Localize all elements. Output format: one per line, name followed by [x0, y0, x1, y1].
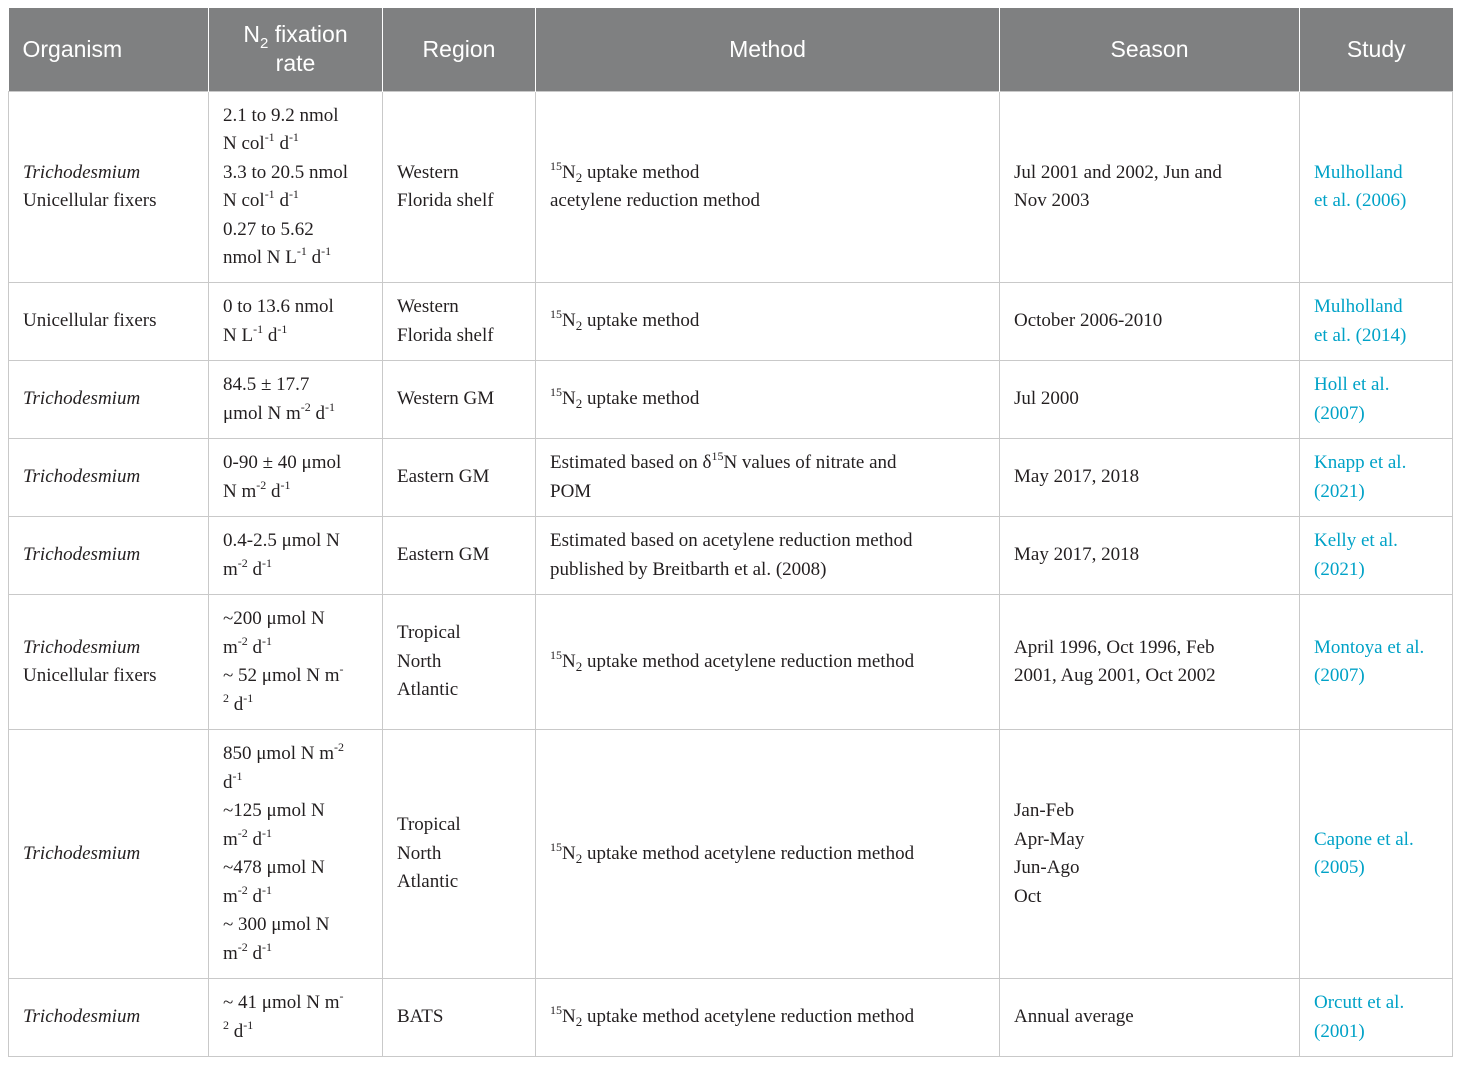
- superscript: -1: [253, 321, 264, 336]
- region-cell: [383, 729, 536, 978]
- rate-cell: [209, 282, 383, 360]
- organism-cell: [9, 978, 209, 1056]
- region-cell: [383, 594, 536, 729]
- rate-cell-line: [223, 556, 368, 585]
- study-link-line[interactable]: Mulholland: [1314, 296, 1403, 317]
- text-run: uptake method acetylene reduction method: [582, 1006, 915, 1028]
- header-n2-subscript: 2: [260, 35, 269, 53]
- rate-cell-line: [223, 527, 368, 556]
- season-cell-line: Jul 2000: [1014, 388, 1079, 410]
- study-link-line[interactable]: Kelly et al.: [1314, 530, 1398, 551]
- superscript: -2: [256, 477, 267, 492]
- rate-cell-line: [223, 187, 368, 216]
- season-cell: [1000, 594, 1300, 729]
- rate-cell: [209, 594, 383, 729]
- region-cell-line: Western: [397, 161, 459, 183]
- rate-cell: [209, 438, 383, 516]
- rate-cell-line: [223, 691, 368, 720]
- organism-cell-line: Trichodesmium: [23, 1006, 141, 1028]
- study-link[interactable]: [1300, 594, 1453, 729]
- superscript: 2: [223, 1017, 229, 1032]
- superscript: -1: [288, 130, 299, 144]
- rate-cell-line: [223, 322, 368, 351]
- study-link-line[interactable]: Orcutt et al.: [1314, 992, 1405, 1013]
- text-run: m: [223, 828, 238, 850]
- region-cell-line: BATS: [397, 1006, 444, 1028]
- method-cell-line: [550, 1003, 985, 1032]
- text-run: N: [562, 161, 576, 183]
- header-n2-fixation-rate: [209, 8, 383, 91]
- organism-cell-line: Unicellular fixers: [23, 310, 157, 332]
- study-link[interactable]: [1300, 438, 1453, 516]
- text-run: d: [274, 190, 289, 211]
- season-cell: [1000, 516, 1300, 594]
- season-cell-line: Jul 2001 and 2002, Jun and: [1014, 161, 1222, 183]
- text-run: d: [247, 828, 263, 850]
- rate-cell-line: [223, 102, 368, 131]
- superscript: 2: [223, 690, 229, 705]
- header-region: Region: [383, 8, 536, 91]
- method-cell-line: [550, 187, 985, 216]
- header-n2-line2: rate: [275, 50, 316, 77]
- text-run: 0.27 to 5.62: [223, 218, 314, 240]
- superscript: -1: [296, 244, 307, 258]
- region-cell-line: North: [397, 650, 442, 672]
- region-cell-line: North: [397, 842, 442, 864]
- superscript: -: [339, 989, 344, 1003]
- season-cell: [1000, 91, 1300, 282]
- superscript: -1: [262, 633, 273, 648]
- season-cell-line: Annual average: [1014, 1006, 1134, 1028]
- rate-cell-line: [223, 1018, 368, 1047]
- text-run: m: [223, 942, 238, 964]
- rate-cell-line: [223, 400, 368, 429]
- superscript: -2: [237, 939, 248, 954]
- table-row: [9, 516, 1453, 594]
- rate-cell: [209, 729, 383, 978]
- season-cell-line: May 2017, 2018: [1014, 466, 1140, 488]
- rate-cell-line: [223, 769, 368, 798]
- text-run: uptake method: [582, 161, 700, 183]
- text-run: published by Breitbarth et al. (2008): [550, 558, 827, 580]
- text-run: d: [229, 693, 244, 715]
- subscript: 2: [575, 396, 583, 412]
- text-run: N: [562, 310, 576, 332]
- organism-cell: [9, 360, 209, 438]
- subscript: 2: [575, 169, 583, 185]
- study-link[interactable]: [1300, 729, 1453, 978]
- text-run: 0.4-2.5 μmol N: [223, 530, 340, 551]
- text-run: ~200 μmol N: [223, 608, 325, 629]
- header-study: Study: [1300, 8, 1453, 91]
- study-link-line[interactable]: (2005): [1314, 857, 1365, 878]
- rate-cell-line: [223, 740, 368, 769]
- method-cell: [536, 282, 1000, 360]
- rate-cell: [209, 91, 383, 282]
- region-cell-line: Eastern GM: [397, 466, 490, 488]
- season-cell-line: 2001, Aug 2001, Oct 2002: [1014, 665, 1216, 686]
- header-method: Method: [536, 8, 1000, 91]
- superscript: 15: [711, 449, 724, 463]
- header-season: Season: [1000, 8, 1300, 91]
- season-cell-line: Oct: [1014, 885, 1042, 907]
- season-cell-line: May 2017, 2018: [1014, 544, 1140, 566]
- study-link[interactable]: [1300, 360, 1453, 438]
- subscript: 2: [575, 658, 583, 674]
- organism-cell: [9, 438, 209, 516]
- region-cell-line: Tropical: [397, 814, 461, 836]
- organism-cell-line: Trichodesmium: [23, 544, 141, 566]
- season-cell-line: Nov 2003: [1014, 190, 1090, 211]
- text-run: μmol N m: [223, 402, 301, 424]
- text-run: N: [562, 650, 576, 672]
- superscript: -2: [237, 825, 248, 840]
- text-run: uptake method acetylene reduction method: [582, 842, 915, 864]
- season-cell-line: April 1996, Oct 1996, Feb: [1014, 636, 1215, 658]
- study-link-line[interactable]: et al. (2014): [1314, 324, 1407, 346]
- subscript: 2: [575, 850, 583, 866]
- text-run: d: [229, 1020, 244, 1042]
- superscript: -2: [334, 740, 344, 754]
- text-run: N m: [223, 480, 257, 502]
- rate-cell-line: [223, 826, 368, 855]
- superscript: -1: [262, 939, 273, 954]
- text-run: d: [247, 942, 263, 964]
- text-run: ~ 300 μmol N: [223, 914, 330, 935]
- study-link[interactable]: [1300, 91, 1453, 282]
- table-row: [9, 438, 1453, 516]
- rate-cell-line: [223, 130, 368, 159]
- organism-cell-line: Trichodesmium: [23, 466, 141, 488]
- table-row: [9, 91, 1453, 282]
- organism-cell-line: Trichodesmium: [23, 161, 141, 183]
- text-run: POM: [550, 480, 592, 502]
- study-link-line[interactable]: Holl et al.: [1314, 374, 1390, 395]
- rate-cell: [209, 516, 383, 594]
- superscript: -1: [264, 187, 275, 201]
- superscript: 15: [550, 307, 562, 322]
- text-run: d: [274, 133, 289, 154]
- rate-cell-line: [223, 940, 368, 969]
- text-run: 0 to 13.6 nmol: [223, 296, 334, 317]
- rate-cell-line: [223, 478, 368, 507]
- superscript: 15: [550, 839, 562, 854]
- superscript: 15: [550, 1003, 562, 1018]
- text-run: ~ 52 μmol N m: [223, 665, 340, 686]
- text-run: N values of nitrate and: [723, 452, 897, 473]
- superscript: -1: [280, 477, 291, 492]
- superscript: -2: [237, 555, 248, 570]
- table-body: [9, 91, 1453, 1056]
- season-cell: [1000, 360, 1300, 438]
- organism-cell-line: Trichodesmium: [23, 388, 141, 410]
- organism-cell-line: Trichodesmium: [23, 636, 141, 658]
- method-cell-line: [550, 840, 985, 869]
- table-row: [9, 729, 1453, 978]
- rate-cell-line: [223, 911, 368, 940]
- organism-cell-line: Unicellular fixers: [23, 665, 157, 686]
- region-cell-line: Tropical: [397, 622, 461, 644]
- superscript: -1: [243, 690, 254, 705]
- text-run: m: [223, 558, 238, 580]
- study-link-line[interactable]: (2021): [1314, 480, 1365, 502]
- text-run: N: [562, 388, 576, 410]
- header-n2-line1-rest: fixation: [268, 21, 348, 48]
- superscript: 15: [550, 385, 562, 400]
- organism-cell-line: Unicellular fixers: [23, 190, 157, 211]
- text-run: uptake method acetylene reduction method: [582, 650, 915, 672]
- rate-cell: [209, 978, 383, 1056]
- season-cell-line: Apr-May: [1014, 828, 1085, 850]
- season-cell-line: October 2006-2010: [1014, 310, 1163, 332]
- table-row: [9, 978, 1453, 1056]
- organism-cell: [9, 516, 209, 594]
- method-cell: [536, 360, 1000, 438]
- method-cell-line: [550, 385, 985, 414]
- text-run: Estimated based on δ: [550, 452, 712, 473]
- text-run: uptake method: [582, 310, 700, 332]
- organism-cell-line: Trichodesmium: [23, 842, 141, 864]
- superscript: -2: [237, 882, 248, 897]
- text-run: N L: [223, 324, 254, 346]
- superscript: -1: [321, 244, 332, 258]
- rate-cell-line: [223, 216, 368, 245]
- study-link-line[interactable]: (2021): [1314, 558, 1365, 580]
- study-link-line[interactable]: (2001): [1314, 1020, 1365, 1042]
- method-cell-line: [550, 307, 985, 336]
- rate-cell-line: [223, 797, 368, 826]
- method-cell: [536, 516, 1000, 594]
- organism-cell: [9, 282, 209, 360]
- table-row: [9, 594, 1453, 729]
- region-cell-line: Florida shelf: [397, 324, 494, 346]
- season-cell: [1000, 729, 1300, 978]
- superscript: -1: [288, 187, 299, 201]
- rate-cell-line: [223, 854, 368, 883]
- header-n2-prefix: N: [243, 21, 260, 48]
- text-run: Estimated based on acetylene reduction method: [550, 530, 913, 551]
- superscript: -1: [264, 130, 275, 144]
- header-row: [9, 8, 1453, 91]
- organism-cell: [9, 91, 209, 282]
- method-cell: [536, 978, 1000, 1056]
- text-run: N: [562, 842, 576, 864]
- superscript: -1: [232, 768, 243, 783]
- method-cell: [536, 438, 1000, 516]
- superscript: -1: [277, 321, 288, 336]
- method-cell: [536, 91, 1000, 282]
- superscript: -2: [300, 399, 311, 414]
- subscript: 2: [575, 1014, 583, 1030]
- rate-cell-line: [223, 449, 368, 478]
- superscript: -: [339, 662, 344, 676]
- text-run: nmol N L: [223, 247, 297, 268]
- header-organism: Organism: [9, 8, 209, 91]
- superscript: -1: [325, 399, 335, 414]
- text-run: ~125 μmol N: [223, 800, 325, 821]
- region-cell-line: Atlantic: [397, 871, 459, 893]
- organism-cell: [9, 729, 209, 978]
- region-cell: [383, 438, 536, 516]
- superscript: -1: [243, 1017, 254, 1032]
- text-run: N col: [223, 133, 265, 154]
- rate-cell-line: [223, 244, 368, 273]
- season-cell-line: Jun-Ago: [1014, 857, 1080, 878]
- text-run: d: [247, 885, 263, 907]
- superscript: 15: [550, 158, 562, 173]
- study-link[interactable]: [1300, 282, 1453, 360]
- region-cell: [383, 282, 536, 360]
- text-run: d: [306, 247, 322, 268]
- study-link[interactable]: [1300, 978, 1453, 1056]
- study-link-line[interactable]: (2007): [1314, 665, 1365, 686]
- region-cell-line: Atlantic: [397, 679, 459, 701]
- study-link-line[interactable]: Capone et al.: [1314, 828, 1414, 850]
- study-link-line[interactable]: Montoya et al.: [1314, 636, 1425, 658]
- text-run: ~ 41 μmol N m: [223, 992, 340, 1013]
- text-run: 3.3 to 20.5 nmol: [223, 161, 349, 183]
- region-cell-line: Eastern GM: [397, 544, 490, 566]
- text-run: d: [266, 480, 281, 502]
- region-cell: [383, 360, 536, 438]
- superscript: -1: [262, 825, 273, 840]
- region-cell: [383, 91, 536, 282]
- text-run: m: [223, 636, 238, 658]
- superscript: -2: [237, 633, 248, 648]
- subscript: 2: [575, 318, 583, 334]
- table-row: [9, 360, 1453, 438]
- region-cell: [383, 516, 536, 594]
- season-cell: [1000, 978, 1300, 1056]
- method-cell-line: [550, 556, 985, 585]
- text-run: 2.1 to 9.2 nmol: [223, 104, 339, 126]
- text-run: uptake method: [582, 388, 700, 410]
- rate-cell-line: [223, 989, 368, 1018]
- superscript: -1: [262, 555, 273, 570]
- text-run: d: [247, 636, 263, 658]
- text-run: 84.5 ± 17.7: [223, 374, 310, 395]
- season-cell: [1000, 438, 1300, 516]
- rate-cell-line: [223, 159, 368, 188]
- text-run: d: [263, 324, 278, 346]
- rate-cell: [209, 360, 383, 438]
- text-run: d: [223, 771, 233, 793]
- method-cell-line: [550, 478, 985, 507]
- region-cell: [383, 978, 536, 1056]
- method-cell-line: [550, 648, 985, 677]
- organism-cell: [9, 594, 209, 729]
- text-run: 0-90 ± 40 μmol: [223, 452, 342, 473]
- region-cell-line: Western: [397, 296, 459, 317]
- study-link-line[interactable]: (2007): [1314, 402, 1365, 424]
- study-link[interactable]: [1300, 516, 1453, 594]
- text-run: 850 μmol N m: [223, 743, 334, 764]
- rate-cell-line: [223, 293, 368, 322]
- text-run: acetylene reduction method: [550, 190, 760, 211]
- n2-fixation-table: [8, 8, 1453, 1057]
- rate-cell-line: [223, 371, 368, 400]
- superscript: -1: [262, 882, 273, 897]
- method-cell-line: [550, 527, 985, 556]
- text-run: d: [310, 402, 325, 424]
- method-cell: [536, 594, 1000, 729]
- table-row: [9, 282, 1453, 360]
- method-cell-line: [550, 159, 985, 188]
- rate-cell-line: [223, 634, 368, 663]
- rate-cell-line: [223, 605, 368, 634]
- study-link-line[interactable]: et al. (2006): [1314, 190, 1407, 211]
- study-link-line[interactable]: Knapp et al.: [1314, 452, 1407, 473]
- superscript: 15: [550, 647, 562, 662]
- method-cell: [536, 729, 1000, 978]
- study-link-line[interactable]: Mulholland: [1314, 161, 1403, 183]
- text-run: m: [223, 885, 238, 907]
- text-run: ~478 μmol N: [223, 857, 325, 878]
- text-run: d: [247, 558, 263, 580]
- method-cell-line: [550, 449, 985, 478]
- rate-cell-line: [223, 883, 368, 912]
- text-run: N: [562, 1006, 576, 1028]
- rate-cell-line: [223, 662, 368, 691]
- text-run: N col: [223, 190, 265, 211]
- season-cell: [1000, 282, 1300, 360]
- region-cell-line: Western GM: [397, 388, 495, 410]
- region-cell-line: Florida shelf: [397, 190, 494, 211]
- season-cell-line: Jan-Feb: [1014, 800, 1075, 821]
